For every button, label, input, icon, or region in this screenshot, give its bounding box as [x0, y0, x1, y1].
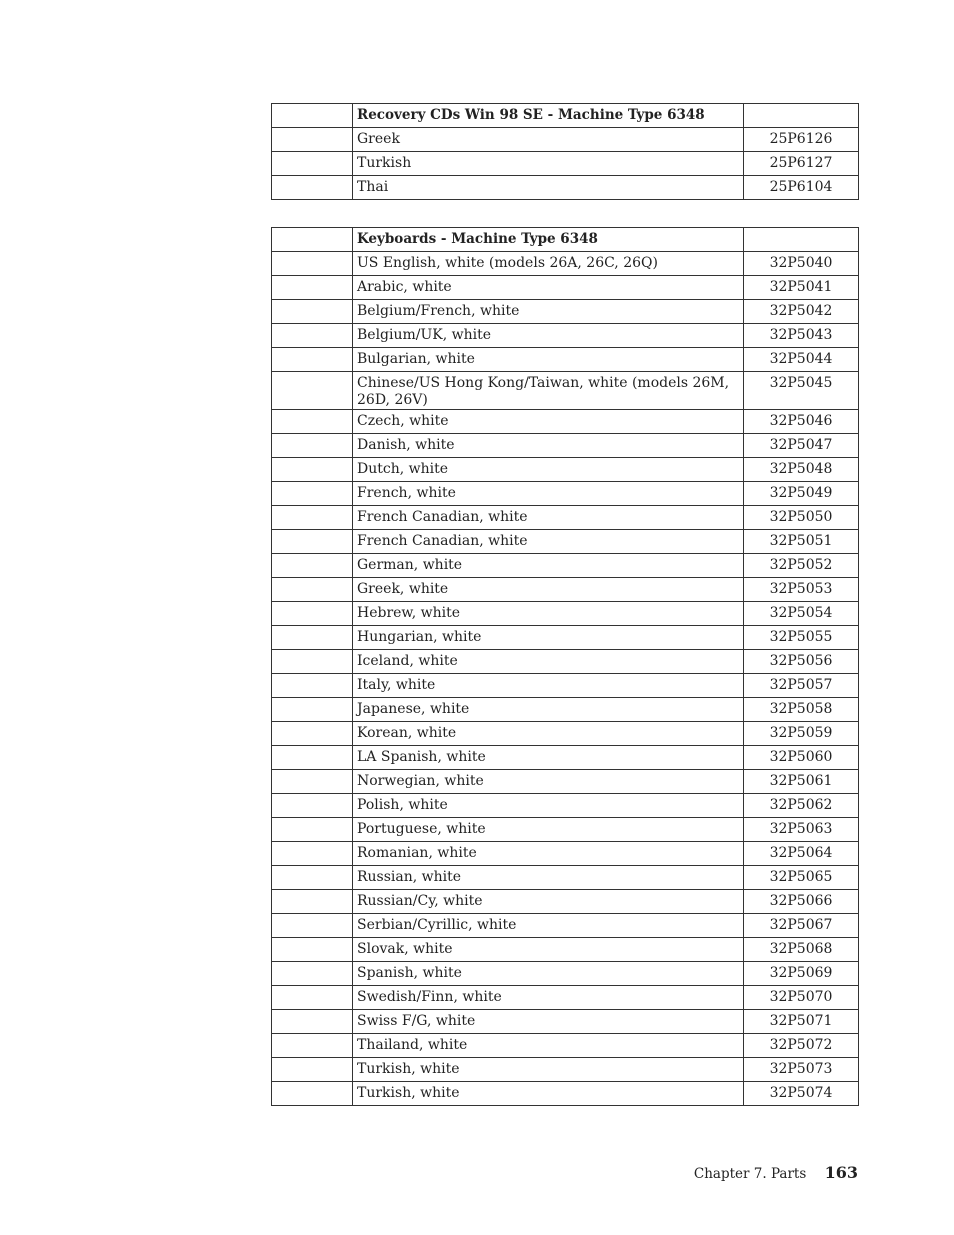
fru-number-cell: 32P5058 — [744, 698, 859, 722]
index-cell — [272, 482, 353, 506]
index-cell — [272, 722, 353, 746]
table-row — [272, 1034, 859, 1058]
fru-number-cell: 32P5055 — [744, 626, 859, 650]
description-cell: Japanese, white — [353, 698, 744, 722]
table-row — [272, 794, 859, 818]
fru-header-cell — [744, 104, 859, 128]
fru-number-cell: 32P5041 — [744, 276, 859, 300]
table-header-row — [272, 104, 859, 128]
description-cell: LA Spanish, white — [353, 746, 744, 770]
fru-number-cell: 32P5068 — [744, 938, 859, 962]
fru-number-cell: 32P5053 — [744, 578, 859, 602]
table-row — [272, 458, 859, 482]
index-cell — [272, 794, 353, 818]
description-cell: French Canadian, white — [353, 530, 744, 554]
table-row — [272, 530, 859, 554]
index-cell — [272, 866, 353, 890]
description-cell: Portuguese, white — [353, 818, 744, 842]
fru-number-cell: 25P6126 — [744, 128, 859, 152]
index-cell — [272, 578, 353, 602]
index-cell — [272, 770, 353, 794]
index-cell — [272, 698, 353, 722]
description-cell: Russian/Cy, white — [353, 890, 744, 914]
keyboards-table — [271, 227, 859, 1106]
description-cell: Korean, white — [353, 722, 744, 746]
fru-number-cell: 32P5056 — [744, 650, 859, 674]
description-cell: Swedish/Finn, white — [353, 986, 744, 1010]
table-row — [272, 300, 859, 324]
description-cell: Slovak, white — [353, 938, 744, 962]
description-cell: Swiss F/G, white — [353, 1010, 744, 1034]
table-row — [272, 434, 859, 458]
fru-number-cell: 32P5065 — [744, 866, 859, 890]
description-cell: Thai — [353, 176, 744, 200]
index-cell — [272, 300, 353, 324]
description-cell: Hungarian, white — [353, 626, 744, 650]
fru-number-cell: 32P5044 — [744, 348, 859, 372]
table-row — [272, 276, 859, 300]
page-number: 163 — [824, 1163, 858, 1182]
chapter-label: Chapter 7. Parts — [693, 1166, 807, 1182]
description-cell: Turkish, white — [353, 1082, 744, 1106]
index-cell — [272, 554, 353, 578]
fru-number-cell: 32P5070 — [744, 986, 859, 1010]
table-row — [272, 722, 859, 746]
fru-number-cell: 32P5062 — [744, 794, 859, 818]
fru-number-cell: 32P5069 — [744, 962, 859, 986]
description-cell: Greek, white — [353, 578, 744, 602]
table-header-row — [272, 228, 859, 252]
table-row — [272, 914, 859, 938]
table-row — [272, 962, 859, 986]
index-cell — [272, 602, 353, 626]
description-cell: Dutch, white — [353, 458, 744, 482]
table-title: Recovery CDs Win 98 SE - Machine Type 6348 — [353, 104, 744, 128]
table-row — [272, 324, 859, 348]
index-cell — [272, 818, 353, 842]
description-cell: Czech, white — [353, 410, 744, 434]
table-row — [272, 348, 859, 372]
index-cell — [272, 938, 353, 962]
description-cell: Arabic, white — [353, 276, 744, 300]
fru-number-cell: 32P5043 — [744, 324, 859, 348]
fru-number-cell: 32P5059 — [744, 722, 859, 746]
index-cell — [272, 372, 353, 410]
description-cell: Turkish — [353, 152, 744, 176]
table-row — [272, 986, 859, 1010]
fru-header-cell — [744, 228, 859, 252]
description-cell: Italy, white — [353, 674, 744, 698]
description-cell: Hebrew, white — [353, 602, 744, 626]
fru-number-cell: 32P5061 — [744, 770, 859, 794]
table-row — [272, 578, 859, 602]
fru-number-cell: 32P5042 — [744, 300, 859, 324]
index-cell — [272, 530, 353, 554]
index-cell — [272, 348, 353, 372]
index-cell — [272, 252, 353, 276]
fru-number-cell: 32P5064 — [744, 842, 859, 866]
table-row — [272, 818, 859, 842]
table-row — [272, 626, 859, 650]
description-cell: Greek — [353, 128, 744, 152]
fru-number-cell: 32P5052 — [744, 554, 859, 578]
description-cell: Spanish, white — [353, 962, 744, 986]
index-cell — [272, 458, 353, 482]
table-row — [272, 746, 859, 770]
description-cell: Romanian, white — [353, 842, 744, 866]
description-cell: French Canadian, white — [353, 506, 744, 530]
index-cell — [272, 746, 353, 770]
index-cell — [272, 674, 353, 698]
fru-number-cell: 32P5063 — [744, 818, 859, 842]
description-cell: Danish, white — [353, 434, 744, 458]
description-cell: Belgium/French, white — [353, 300, 744, 324]
fru-number-cell: 32P5054 — [744, 602, 859, 626]
description-cell: Russian, white — [353, 866, 744, 890]
index-cell — [272, 228, 353, 252]
table-row — [272, 1010, 859, 1034]
table-row — [272, 890, 859, 914]
description-cell: Bulgarian, white — [353, 348, 744, 372]
description-cell: French, white — [353, 482, 744, 506]
fru-number-cell: 32P5067 — [744, 914, 859, 938]
description-cell: Thailand, white — [353, 1034, 744, 1058]
table-row — [272, 152, 859, 176]
index-cell — [272, 914, 353, 938]
index-cell — [272, 506, 353, 530]
fru-number-cell: 32P5045 — [744, 372, 859, 410]
description-cell: Polish, white — [353, 794, 744, 818]
table-row — [272, 128, 859, 152]
fru-number-cell: 32P5074 — [744, 1082, 859, 1106]
fru-number-cell: 25P6127 — [744, 152, 859, 176]
fru-number-cell: 32P5073 — [744, 1058, 859, 1082]
table-row — [272, 482, 859, 506]
index-cell — [272, 1034, 353, 1058]
fru-number-cell: 25P6104 — [744, 176, 859, 200]
page-footer — [694, 1163, 858, 1182]
table-row — [272, 410, 859, 434]
fru-number-cell: 32P5046 — [744, 410, 859, 434]
table-row — [272, 176, 859, 200]
description-cell: Belgium/UK, white — [353, 324, 744, 348]
recovery-cds-table — [271, 103, 859, 200]
fru-number-cell: 32P5071 — [744, 1010, 859, 1034]
fru-number-cell: 32P5048 — [744, 458, 859, 482]
table-row — [272, 866, 859, 890]
description-cell: Turkish, white — [353, 1058, 744, 1082]
index-cell — [272, 962, 353, 986]
table-row — [272, 938, 859, 962]
table-row — [272, 554, 859, 578]
table-row — [272, 698, 859, 722]
index-cell — [272, 842, 353, 866]
table-row — [272, 506, 859, 530]
index-cell — [272, 650, 353, 674]
fru-number-cell: 32P5072 — [744, 1034, 859, 1058]
description-cell: German, white — [353, 554, 744, 578]
fru-number-cell: 32P5051 — [744, 530, 859, 554]
description-cell: US English, white (models 26A, 26C, 26Q) — [353, 252, 744, 276]
fru-number-cell: 32P5040 — [744, 252, 859, 276]
fru-number-cell: 32P5049 — [744, 482, 859, 506]
index-cell — [272, 434, 353, 458]
table-row — [272, 1058, 859, 1082]
table-row — [272, 842, 859, 866]
index-cell — [272, 1082, 353, 1106]
keyboards-table-body — [272, 228, 859, 1106]
description-cell: Serbian/Cyrillic, white — [353, 914, 744, 938]
index-cell — [272, 176, 353, 200]
table-title: Keyboards - Machine Type 6348 — [353, 228, 744, 252]
table-row — [272, 650, 859, 674]
fru-number-cell: 32P5057 — [744, 674, 859, 698]
table-row — [272, 602, 859, 626]
index-cell — [272, 1010, 353, 1034]
index-cell — [272, 1058, 353, 1082]
table-row — [272, 674, 859, 698]
description-cell: Norwegian, white — [353, 770, 744, 794]
table-row — [272, 252, 859, 276]
table-row — [272, 770, 859, 794]
fru-number-cell: 32P5066 — [744, 890, 859, 914]
index-cell — [272, 626, 353, 650]
description-cell: Chinese/US Hong Kong/Taiwan, white (models 26M, 26D, 26V) — [353, 372, 744, 410]
recovery-cds-table-body — [272, 104, 859, 200]
fru-number-cell: 32P5050 — [744, 506, 859, 530]
fru-number-cell: 32P5047 — [744, 434, 859, 458]
index-cell — [272, 276, 353, 300]
index-cell — [272, 128, 353, 152]
fru-number-cell: 32P5060 — [744, 746, 859, 770]
index-cell — [272, 152, 353, 176]
table-row — [272, 1082, 859, 1106]
index-cell — [272, 410, 353, 434]
index-cell — [272, 324, 353, 348]
index-cell — [272, 890, 353, 914]
index-cell — [272, 986, 353, 1010]
table-row — [272, 372, 859, 410]
index-cell — [272, 104, 353, 128]
description-cell: Iceland, white — [353, 650, 744, 674]
